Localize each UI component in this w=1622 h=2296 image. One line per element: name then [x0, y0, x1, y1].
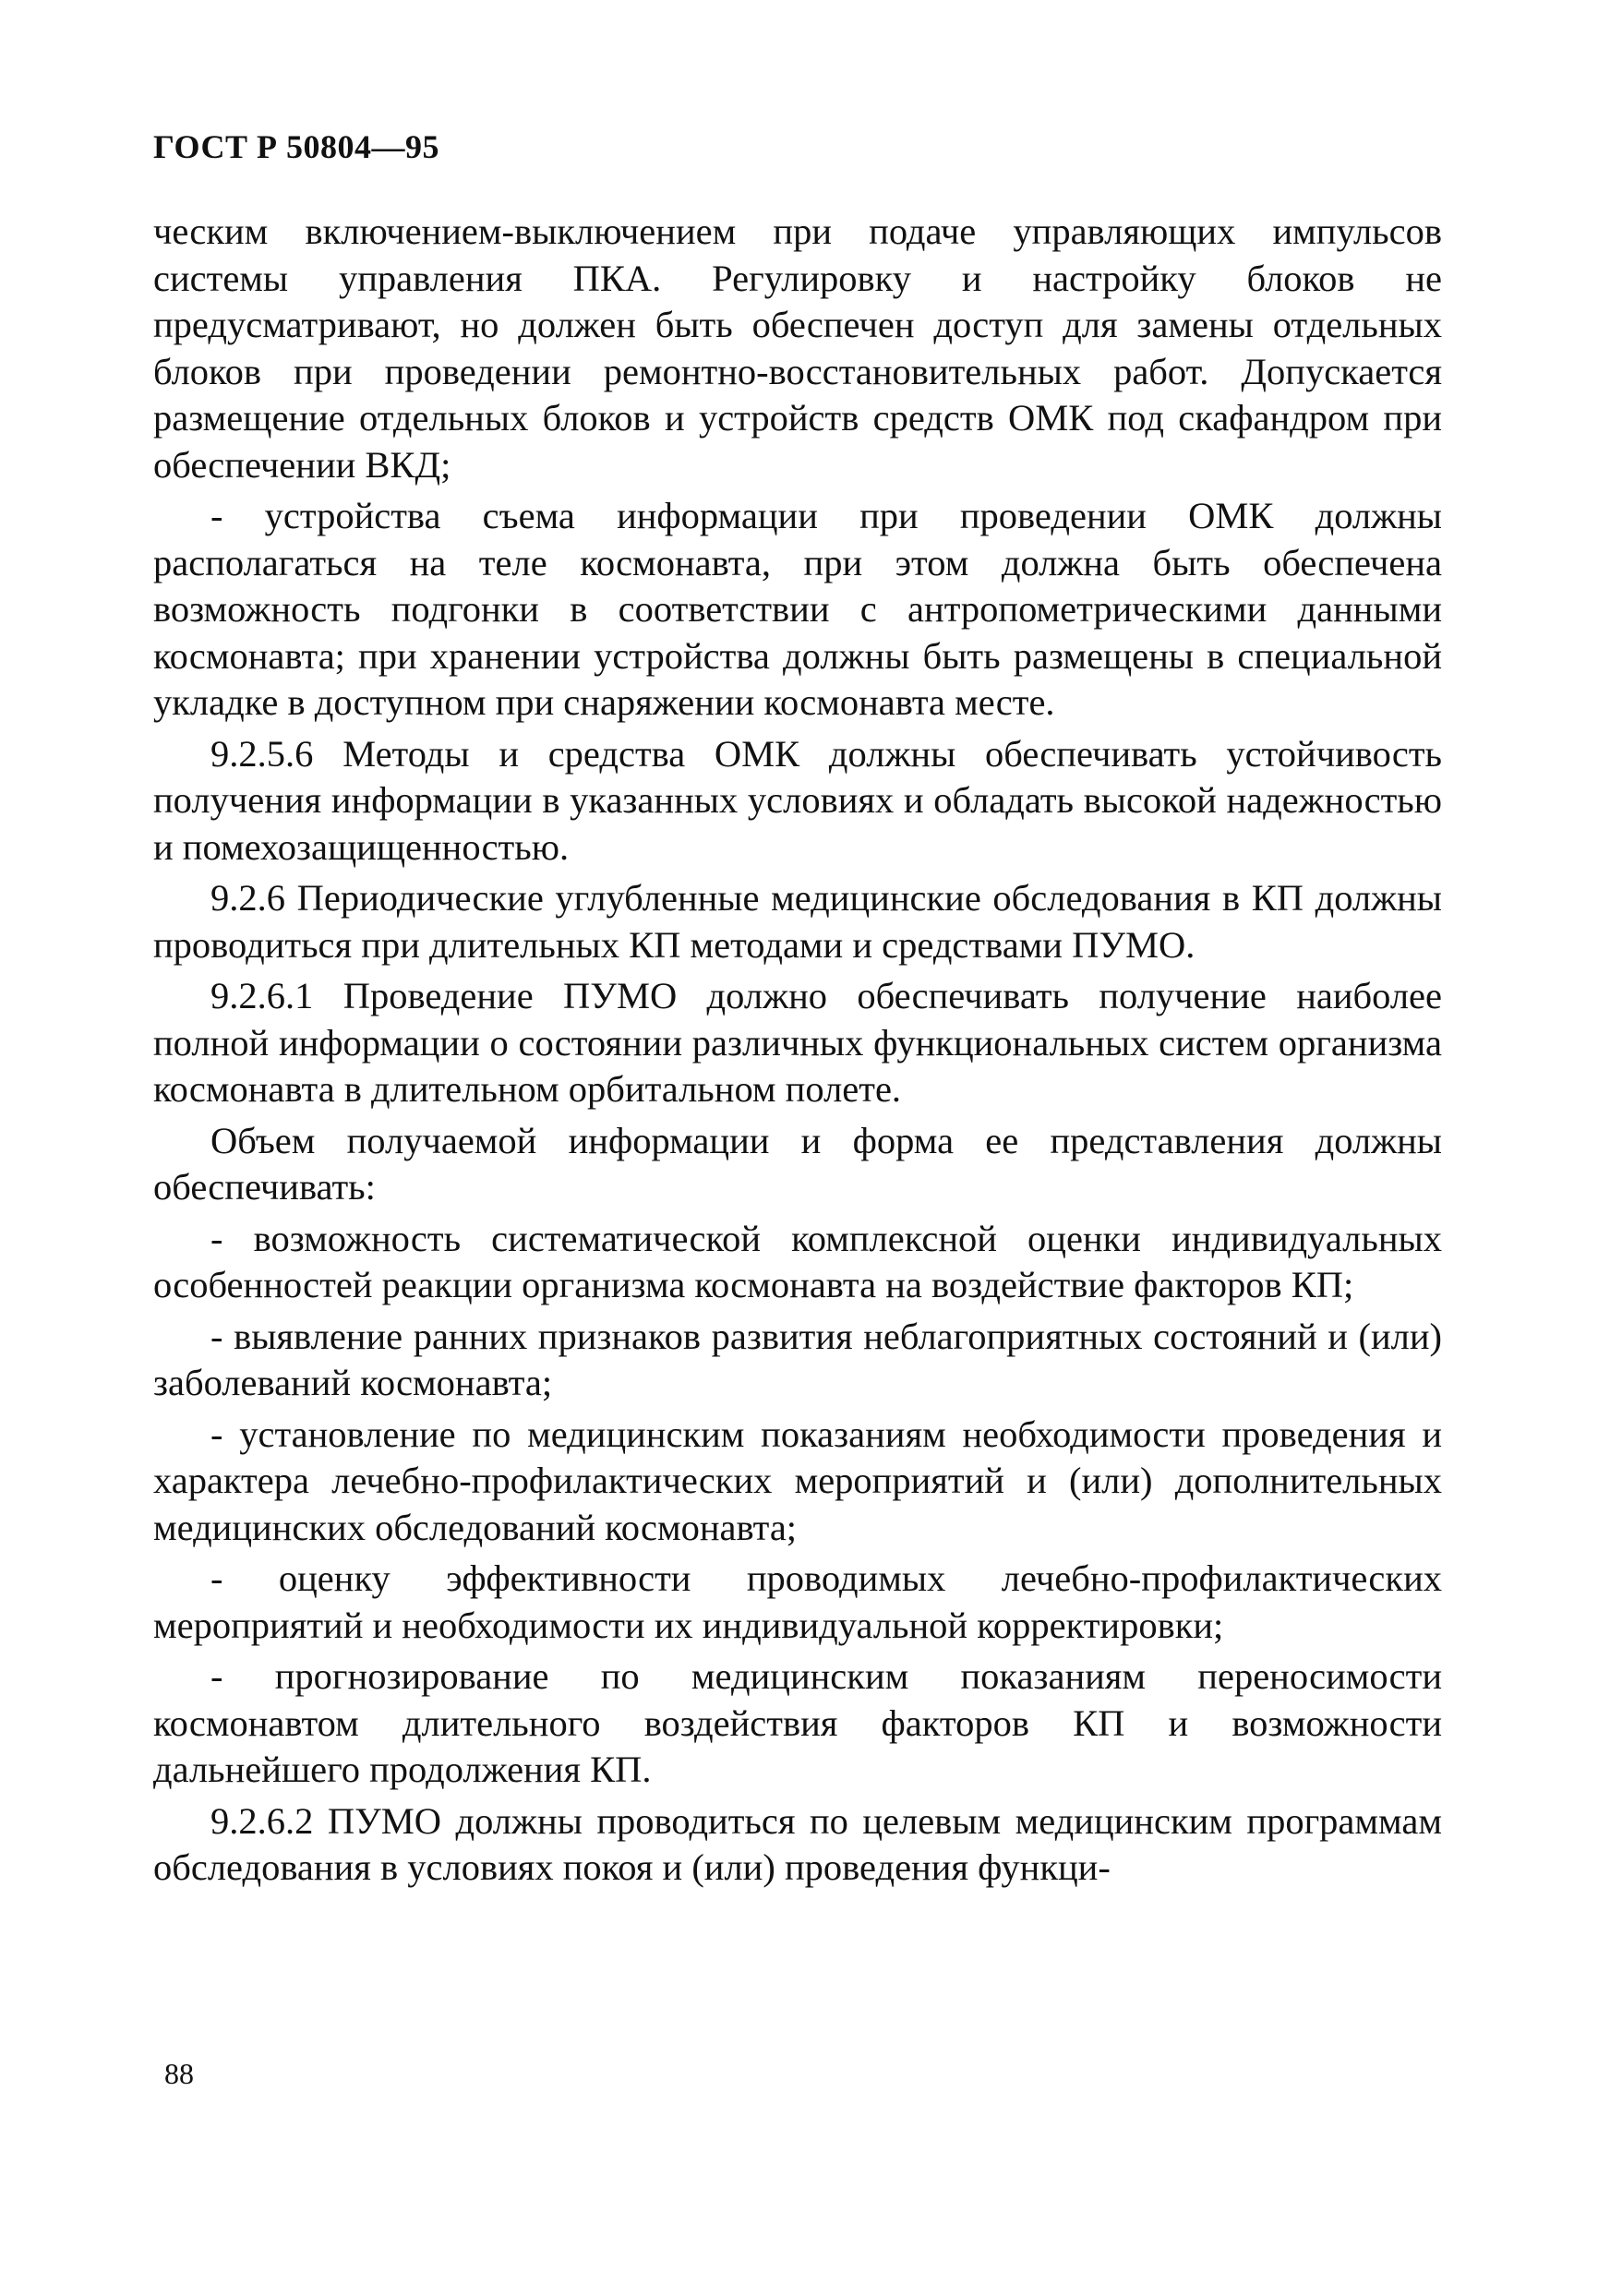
list-item-sensors: - устройства съема информации при проведении ОМК должны располагаться на теле космонавта, при этом должна быть обеспечена возможность подгонки в соответствии с антропометрическими данными космонавта; при хранении устройства должны быть размещены в специальной укладке в доступном при снаряжении космонавта месте.	[153, 495, 1442, 723]
list-item-assessment: - возможность систематической комплексной оценки индивидуальных особенностей реакции организма космонавта на воздействие факторов КП;	[153, 1217, 1442, 1305]
paragraph-information-scope: Объем получаемой информации и форма ее представления должны обеспечивать:	[153, 1119, 1442, 1208]
clause-9-2-6-2: 9.2.6.2 ПУМО должны проводиться по целевым медицинским программам обследования в условиях покоя и (или) проведения функци-	[153, 1799, 1442, 1888]
list-item-forecasting: - прогнозирование по медицинским показаниям переносимости космонавтом длительного воздействия факторов КП и возможности дальнейшего продолжения КП.	[153, 1655, 1442, 1790]
clause-9-2-5-6: 9.2.5.6 Методы и средства ОМК должны обеспечивать устойчивость получения информации в указанных условиях и обладать высокой надежностью и помехозащищенностью.	[153, 732, 1442, 868]
standard-header: ГОСТ Р 50804—95	[153, 128, 439, 165]
body-text	[153, 209, 1442, 1896]
list-item-effectiveness: - оценку эффективности проводимых лечебно-профилактических мероприятий и необходимости их индивидуальной корректировки;	[153, 1557, 1442, 1646]
page-number: 88	[164, 2057, 194, 2090]
list-item-treatment: - установление по медицинским показаниям необходимости проведения и характера лечебно-профилактических мероприятий и (или) дополнительных медицинских обследований космонавта;	[153, 1412, 1442, 1548]
paragraph-continuation: ческим включением-выключением при подаче управляющих импульсов системы управления ПКА. Регулировку и настройку блоков не предусматривают, но должен быть обеспечен доступ для замены отдельных блоков при проведении ремонтно-восстановительных работ. Допускается размещение отдельных блоков и устройств средств ОМК под скафандром при обеспечении ВКД;	[153, 210, 1442, 486]
list-item-early-signs: - выявление ранних признаков развития неблагоприятных состояний и (или) заболеваний космонавта;	[153, 1315, 1442, 1403]
clause-9-2-6: 9.2.6 Периодические углубленные медицинские обследования в КП должны проводиться при длительных КП методами и средствами ПУМО.	[153, 877, 1442, 966]
clause-9-2-6-1: 9.2.6.1 Проведение ПУМО должно обеспечивать получение наиболее полной информации о состоянии различных функциональных систем организма космонавта в длительном орбитальном полете.	[153, 975, 1442, 1110]
